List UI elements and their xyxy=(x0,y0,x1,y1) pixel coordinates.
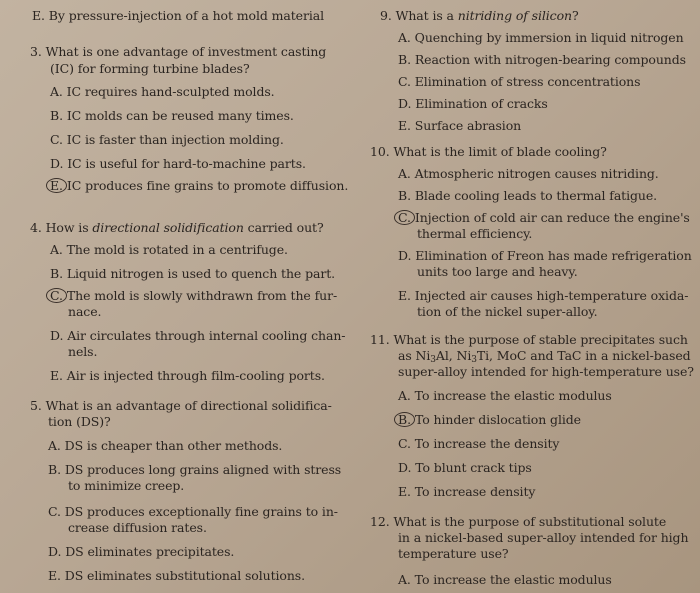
q11-l2-c: Ti, MoC and TaC in a nickel-based xyxy=(476,348,691,363)
q9-text-post: ? xyxy=(571,8,579,23)
q3-option-d: D. IC is useful for hard-to-machine parts. xyxy=(50,156,306,171)
q3-question-line2: (IC) for forming turbine blades? xyxy=(50,61,250,76)
q3-option-b: B. IC molds can be reused many times. xyxy=(50,108,294,123)
q12-text-line1: What is the purpose of substitutional solute xyxy=(393,514,667,529)
q5-option-b-cont: to minimize creep. xyxy=(68,478,185,493)
q4-option-c-text: The mold is slowly withdrawn from the fur- xyxy=(66,288,338,303)
q11-option-a: A. To increase the elastic modulus xyxy=(398,388,612,403)
q12-question-line3: temperature use? xyxy=(398,546,509,561)
q11-l2-a: as Ni xyxy=(398,348,431,363)
q3-circled-answer: E. xyxy=(46,178,67,193)
q10-option-a: A. Atmospheric nitrogen causes nitriding. xyxy=(398,166,659,181)
q12-question-line1 xyxy=(370,514,666,530)
q5-option-b: B. DS produces long grains aligned with stress xyxy=(48,462,342,477)
q3-option-e xyxy=(50,178,348,194)
q9-option-d: D. Elimination of cracks xyxy=(398,96,548,111)
q10-option-d-cont: units too large and heavy. xyxy=(417,264,578,279)
q4-option-c xyxy=(50,288,337,304)
q5-question-line1 xyxy=(30,398,332,414)
q10-number: 10. xyxy=(370,144,390,159)
q3-text-line1: What is one advantage of investment casting xyxy=(45,44,327,59)
q4-option-d-cont: nels. xyxy=(68,344,98,359)
q11-question-line1 xyxy=(370,332,688,348)
q9-option-a: A. Quenching by immersion in liquid nitrogen xyxy=(398,30,684,45)
q3-option-c: C. IC is faster than injection molding. xyxy=(50,132,284,147)
q5-text-line1: What is an advantage of directional solidifica- xyxy=(45,398,332,413)
q9-question xyxy=(380,8,579,24)
q11-l2-sub1: 3 xyxy=(430,355,436,365)
q4-number: 4. xyxy=(30,220,42,235)
q5-option-c: C. DS produces exceptionally fine grains to in- xyxy=(48,504,338,519)
q4-option-a: A. The mold is rotated in a centrifuge. xyxy=(50,242,288,257)
q11-circled-answer: B. xyxy=(394,412,415,427)
q11-number: 11. xyxy=(370,332,390,347)
q10-text: What is the limit of blade cooling? xyxy=(393,144,607,159)
q9-text-emphasis: nitriding of silicon xyxy=(457,8,572,23)
q3-option-e-text: IC produces fine grains to promote diffusion. xyxy=(66,178,349,193)
q10-option-e: E. Injected air causes high-temperature oxida- xyxy=(398,288,689,303)
q4-text-post: carried out? xyxy=(243,220,324,235)
q5-question-line2: tion (DS)? xyxy=(48,414,111,429)
q10-option-c-text: Injection of cold air can reduce the engine's xyxy=(414,210,690,225)
q5-option-d: D. DS eliminates precipitates. xyxy=(48,544,235,559)
q9-number: 9. xyxy=(380,8,392,23)
q11-question-line3: super-alloy intended for high-temperature use? xyxy=(398,364,694,379)
q10-circled-answer: C. xyxy=(394,210,415,225)
q4-option-d: D. Air circulates through internal cooling chan- xyxy=(50,328,346,343)
q9-option-e: E. Surface abrasion xyxy=(398,118,522,133)
q11-question-line2 xyxy=(398,348,691,364)
q5-option-c-cont: crease diffusion rates. xyxy=(68,520,207,535)
q10-question xyxy=(370,144,607,160)
q11-text-line1: What is the purpose of stable precipitates such xyxy=(393,332,688,347)
q3-question-line1 xyxy=(30,44,326,60)
q11-option-c: C. To increase the density xyxy=(398,436,560,451)
q4-circled-answer: C. xyxy=(46,288,67,303)
q4-option-c-cont: nace. xyxy=(68,304,102,319)
q3-option-a: A. IC requires hand-sculpted molds. xyxy=(50,84,275,99)
q5-number: 5. xyxy=(30,398,42,413)
q2-option-e: E. By pressure-injection of a hot mold material xyxy=(32,8,324,23)
q11-l2-sub2: 3 xyxy=(471,355,477,365)
q10-option-d: D. Elimination of Freon has made refrigeration xyxy=(398,248,692,263)
q12-option-a: A. To increase the elastic modulus xyxy=(398,572,612,587)
q11-option-b-text: To hinder dislocation glide xyxy=(414,412,581,427)
q3-number: 3. xyxy=(30,44,42,59)
q11-l2-b: Al, Ni xyxy=(435,348,472,363)
q11-option-d: D. To blunt crack tips xyxy=(398,460,532,475)
q4-option-b: B. Liquid nitrogen is used to quench the part. xyxy=(50,266,335,281)
q10-option-b: B. Blade cooling leads to thermal fatigue. xyxy=(398,188,658,203)
q12-number: 12. xyxy=(370,514,390,529)
q4-text-pre: How is xyxy=(45,220,93,235)
q4-text-emphasis: directional solidification xyxy=(92,220,244,235)
q10-option-c xyxy=(398,210,690,226)
q10-option-e-cont: tion of the nickel super-alloy. xyxy=(417,304,598,319)
q11-option-b xyxy=(398,412,581,428)
q4-question xyxy=(30,220,324,236)
q12-question-line2: in a nickel-based super-alloy intended for high xyxy=(398,530,689,545)
q4-option-e: E. Air is injected through film-cooling ports. xyxy=(50,368,325,383)
q9-option-c: C. Elimination of stress concentrations xyxy=(398,74,641,89)
q5-option-e: E. DS eliminates substitutional solutions. xyxy=(48,568,305,583)
q9-option-b: B. Reaction with nitrogen-bearing compounds xyxy=(398,52,686,67)
q9-text-pre: What is a xyxy=(395,8,458,23)
q11-option-e: E. To increase density xyxy=(398,484,536,499)
q5-option-a: A. DS is cheaper than other methods. xyxy=(48,438,283,453)
q10-option-c-cont: thermal efficiency. xyxy=(417,226,533,241)
